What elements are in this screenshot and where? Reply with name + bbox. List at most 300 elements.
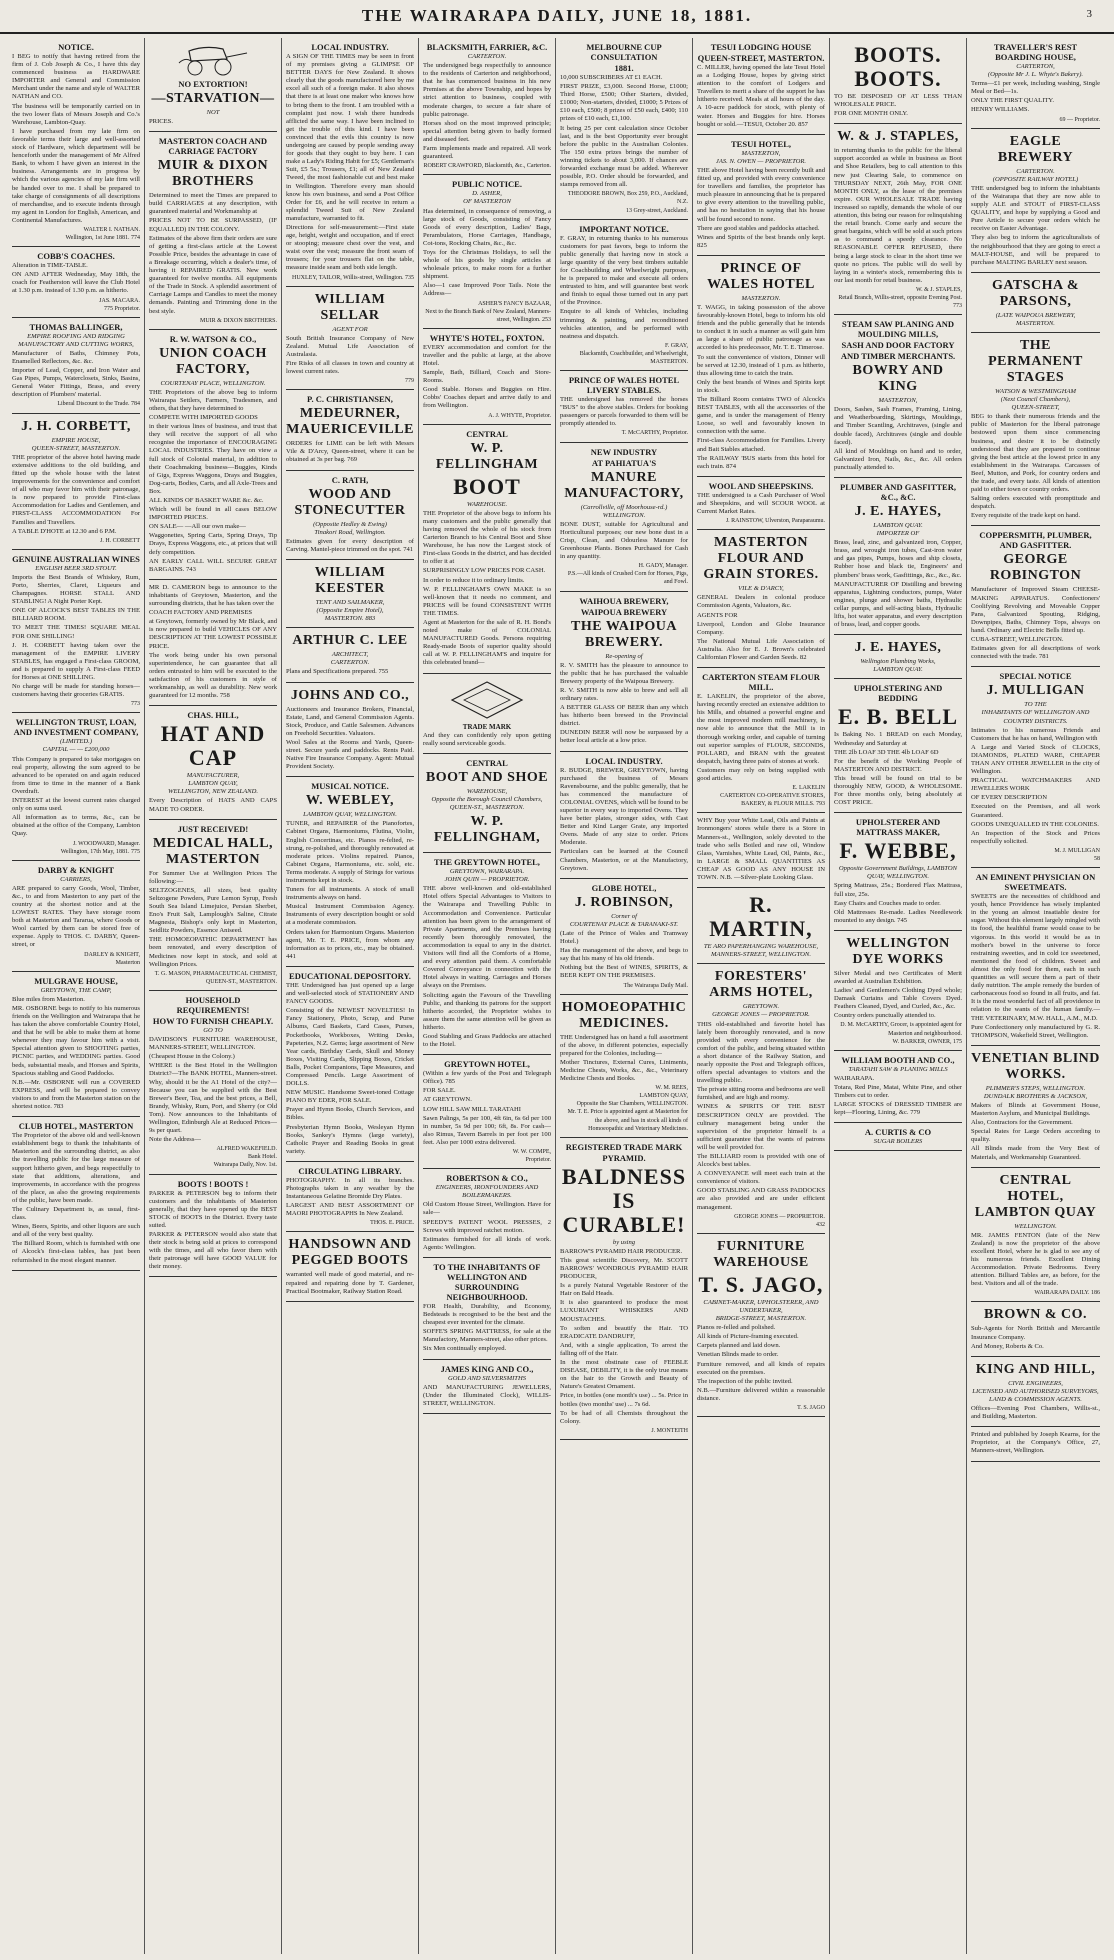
ad-display-heading: J. H. CORBETT, [21,418,131,434]
ad-subheading: (LATE WAIPOUA BREWERY, [995,311,1076,319]
advertisement [12,247,140,318]
advertisement [697,256,825,477]
ad-signature: 775 Proprietor. [104,305,140,312]
ad-body-text: Consisting of the NEWEST NOVELTIES! In Fancy Stationery, Photo, Scrap, and Purse Albums, Card Baskets, Card Cases, Purses, Pocketbooks, Workboxes, Writing Desks, Papeteries, N.Z. Gems; large assortment of New Year cards, Birthday Cards, Skull and Money Boxes, Visiting Cards, Slipping Boxes, Cricket Balls, Pocket Companions, Tape Measures, and Compressed Pencils. Large Assortment of DOLLS. [286,1007,414,1088]
ad-subheading: COURTENAY PLACE & TARANAKI-ST. [569,920,679,928]
ad-subheading: WATSON & WESTMINGHAM [995,387,1076,395]
ad-body-text: THE HOMOEOPATHIC DEPARTMENT has been renovated, and every description of Medicines now kept in stock, and sold at Wellington Prices. [149,936,277,968]
ad-heading: HOUSEHOLD REQUIREMENTS! [176,994,250,1015]
ad-signature: LAMBTON QUAY, [639,1093,688,1100]
ad-signature: The Wairarapa Daily Mail. [623,982,688,989]
advertisement [697,888,825,964]
ad-subheading: TO THE [1024,701,1047,709]
ad-signature: T. S. JAGO [797,1404,825,1411]
ad-body-text: A SIGN OF THE TIMES may be seen in front of my premises giving a GLIMPSE OF BETTER DAYS for New Zealand. It shows clearly that the goods manufactured here by me excel all such of a foreign make. It also shows that there is at least one maker who knows how to bring them to the front. I am troubled with a complaint just now. I wish there hundreds afflicted the same way. I have been inclined to get the trouble of this kind. I have been convinced that the evils this country is now undergoing are caused by people sending away for goods that they ought to buy here. I can make a Lady's Riding Habit for £5; Gentleman's Suit, £5 5s.; Trousers, £1; all of New Zealand Tweed, the most fashionable cut and best make in Wellington. Therefore every man should know his own business, and send a Post Office Order for £6, and he will receive in return a splendid Tweed Suit of New Zealand manufacture, warranted to fit. [286,53,414,222]
advertisement [423,674,551,754]
ad-heading: TRAVELLER'S REST BOARDING HOUSE, [993,42,1078,62]
ad-display-heading: MASTERTON FLOUR AND GRAIN STORES. [703,535,819,583]
ad-body-text: The undersigned begs respectfully to announce to the residents of Carterton and neighborhood, that he has commenced business in his new Premises at the above Township, and hopes by strict attention to business, coupled with moderate charges, to secure a fair share of public patronage. [423,62,551,118]
ad-body-text: The Culinary Department is, as usual, first-class. [12,1205,140,1222]
advertisement [286,287,414,391]
advertisement [286,683,414,778]
advertisement [12,414,140,550]
ad-signature: WALTER I. NATHAN. [83,226,140,233]
ad-large-heading: T. S. JAGO, [698,1271,824,1297]
ad-body-text: WAIRARAPA. [834,1074,875,1082]
ad-heading: AN EMINENT PHYSICIAN ON SWEETMEATS. [975,872,1096,893]
ad-subheading: MASTERTON. 883 [324,615,376,623]
ad-body-text: The private sitting rooms and bedrooms are well furnished, and are high and roomy. [697,1086,825,1102]
ad-body-text: LARGE STOCKS of DRESSED TIMBER are kept—Flooring, Lining, &c. 779 [834,1101,962,1117]
ad-body-text: Is a purely Natural Vegetable Restorer of the Hair on Bald Heads. [560,1282,688,1298]
ad-body-text: All kinds of Picture-framing executed. [697,1333,799,1341]
advertisement [560,879,688,995]
ad-display-heading: FORESTERS' ARMS HOTEL, [709,969,813,1001]
ad-body-text: SELTZOGENES, all sizes, best quality Seltzogene Powders, Pure Lemon Syrup, Fresh South Sea Island Limejuice, Persian Sherbet, Eno's Fruit Salt, Lamplough's Saline, Citrate Magnesia, Bishop's only kept in Masterton, Seidlitz Powders, Essence Aniseed. [149,886,277,935]
ad-body-text: It being 25 per cent calculation since October last, and is the best Opportunity ever brought before the public in the Australian Colonies. The 150 extra prizes brings the number of winning tickets to about 3,000. If chances are forwarded exchange must be added. Wherever possible, P.O. Order should be forwarded, and stamps removed from all. [560,124,688,189]
advertisement [971,1046,1100,1168]
ad-body-text: All kind of Mouldings on hand and to order, Galvanized Iron, Nails, &c., &c. All orders punctually attended to. [834,447,962,471]
ad-signature: J. H. CORBETT [99,537,140,544]
ad-signature: J. RAINSTOW, Ulverston, Paraparaumu. [725,518,825,525]
advertisement [286,38,414,287]
ad-display-heading: WELLINGTON DYE WORKS [846,935,950,967]
ad-heading: WAIHOUA BREWERY, [579,595,669,606]
ad-body-text: at Greytown, formerly owned by Mr Black, and is now prepared to build VEHICLES OF ANY DESCRIPTION AT THE LOWEST POSSIBLE PRICE. [149,618,277,650]
ad-body-text: Tuners for all instruments. A stock of small instruments always on hand. [286,886,414,902]
ad-subheading: LAMBTON QUAY, WELLINGTON. [303,811,397,819]
ad-subheading: MANNERS-STREET, WELLINGTON. [711,951,811,959]
ad-body-text: Salting orders executed with promptitude and despatch. [971,495,1100,511]
ad-heading: THOMAS BALLINGER, [29,321,123,332]
ad-body-text: AGENTS FOR [697,611,738,619]
ad-large-heading: R. MARTIN, [709,892,813,942]
ad-display-heading: —STARVATION— [151,91,275,106]
advertisement [971,273,1100,333]
ad-body-text: SOFFE'S SPRING MATTRESS, for sale at the Manufactory, Manners-street, also other prices. [423,1328,551,1344]
ad-subheading: CARTERTON. [1016,167,1055,175]
ad-body-text: SURPRISINGLY LOW PRICES FOR CASH. [423,567,546,575]
advertisement [286,390,414,470]
ad-subheading: (Opposite Mr J. L. Whyte's Bakery). [987,71,1084,79]
advertisement [971,333,1100,527]
advertisement [149,820,277,991]
ad-body-text: THE above well-known and old-established Hotel offers Special Advantages to Visitors to the Wairarapa and Travelling Public in Accommodation and Convenience. Particular attention has been given to the arrangement of Private Apartments, and the Premises having recently been thoroughly renovated, the accommodation is equal to any in the district. Visitors will find all the Comforts of a Home, and every attention paid them. A comfortable Covered Conveyance in connection with the Hotel always in waiting. Carriages and Horses always on the Premises. [423,885,551,990]
ad-body-text: THE 2lb LOAF 3D THE 4lb LOAF 6D [834,748,939,756]
ad-display-heading: W. P. FELLINGHAM, [433,814,541,846]
ad-body-text: The Billiard Room contains TWO of Alcock's BEST TABLES, with all the accessories of the game, and is under the management of Henry Loose, so well and favourably known in connection with the same. [697,396,825,436]
ad-heading: LOCAL INDUSTRY. [311,42,389,52]
ad-heading: MELBOURNE CUP CONSULTATION [586,42,662,62]
ad-body-text: LOW HILL SAW MILL TARATAHI [423,1105,521,1113]
advertisement [834,1123,962,1151]
ad-body-text: THE Proprietor of the above begs to inform his many customers and the public generally that having removed the whole of his stock from Carterton Branch to his Central Boot and Shoe Warehouse, he has now the Largest stock of First-class Goods in the district, and has decided to offer it at [423,509,551,566]
ad-body-text: (Within a few yards of the Post and Telegraph Office). 785 [423,1070,551,1086]
ad-heading: IMPORTANT NOTICE. [579,223,669,234]
advertisement [834,813,962,931]
ad-body-text: PARKER & PETERSON beg to inform their customers and the inhabitants of Masterton generally, that they have opened up the BEST STOCK of BOOTS in the District. Every taste suited. [149,1189,277,1229]
ad-heading: CENTRAL [466,428,508,439]
advertisement [423,1258,551,1360]
ad-body-text: There are good stables and paddocks attached. [697,224,820,232]
ad-body-text: Estimates given for all descriptions of work connected with the trade. 781 [971,645,1100,661]
ad-signature: GEORGE JONES — PROPRIETOR. [734,1213,825,1220]
ad-subheading: NOT [206,109,220,116]
newspaper-title: THE WAIRARAPA DAILY, JUNE 18, 1881. [361,6,753,25]
ad-large-heading: BALDNESS IS CURABLE! [561,1163,687,1237]
ad-display-heading: J. E. HAYES, [854,504,942,519]
ad-body-text: Prayer and Hymn Books, Church Services, and Bibles. [286,1106,414,1122]
ad-display-heading: HANDSOWN AND PEGGED BOOTS [288,1237,412,1269]
ad-subheading: GREYTOWN, WAIRARAPA. [449,868,525,876]
ad-signature: ROBERT CRAWFORD, Blacksmith, &c., Carterton. [423,163,551,170]
ad-subheading: Re-opening of [605,652,643,660]
ad-body-text: The Proprietor of the above old and well-known establishment begs to thank the inhabitants of Masterton and the surrounding district, as also the travelling public for the large measure of support hitherto given, and begs respectfully to state that additions, alterations, and improvements, in accordance with the progress of the place, as also the growing requirements of the public, have been made. [12,1132,140,1204]
ad-subheading: CAPITAL — — £200,000 [42,746,110,754]
ad-display-heading: PRINCE OF WALES HOTEL [707,260,815,292]
advertisement [286,471,414,560]
ad-subheading: LAMBTON QUAY. [873,666,923,674]
ad-subheading: DUNDALK BROTHERS & JACKSON, [983,1092,1088,1100]
ad-body-text: Only the best brands of Wines and Spirits kept in stock. [697,378,825,394]
ad-signature: THOS. E. PRICE. [370,1220,414,1227]
ad-heading: PYRAMID. [602,1152,646,1163]
ad-heading: NOTICE. [58,42,94,52]
ad-body-text: The BILLIARD room is provided with one of Alcock's best tables. [697,1153,825,1169]
advertisement [971,1357,1100,1427]
advertisement [149,991,277,1175]
ad-signature: F. GRAY, [664,342,688,349]
ad-signature: HUXLEY, TAILOR, Willis-street, Wellington. 735 [291,274,414,281]
ad-body-text: PHOTOGRAPHY. In all its branches. Photographs taken in any weather by the Instantaneous Gelatine Bromide Dry Plates. [286,1176,414,1201]
ad-body-text: Imports the Best Brands of Whiskey, Rum, Porto, Sherries, Claret, Liqueurs and Champagnes. HORSE STALL AND STABLING! A Night Porter Kept. [12,573,140,606]
ad-heading: EDUCATIONAL DEPOSITORY. [289,970,411,981]
ad-subheading: LAND & COMMISSION AGENTS. [989,1395,1082,1403]
advertisement [423,754,551,853]
advertisement [971,1427,1100,1461]
ad-signature: Liberal Discount to the Trade. 784 [57,401,140,408]
ad-body-text: (Late of the Prince of Wales and Tramway Hotel.) [560,929,688,946]
ad-heading: MASTERTON COACH AND CARRIAGE FACTORY [158,136,268,157]
ad-body-text: Country orders punctually attended to. [834,1012,936,1020]
ad-body-text: THE Proprietors of the above beg to inform Wairarapa Settlers, Farmers, Tradesmen, and others, that they have determined to [149,388,277,412]
ad-body-text: C. MILLER, having opened the late Tesui Hotel as a Lodging House, hopes by giving strict attention to the comfort of Lodgers and Travellers to merit a share of the support he has hitherto received. Meals at all hours of the day. A 10-acre paddock for stock, with plenty of water. Horses and Buggies for hire. Horses bought or sold.—TESUI, October 20. 857 [697,64,825,128]
ad-body-text: GOOD STABLING AND GRASS PADDOCKS are also provided and are under efficient management. [697,1187,825,1211]
ad-subheading: GREYTOWN, THE CAMP, [40,986,112,994]
ad-body-text: Makers of Blinds at Government House, Masterton Asylum, and Municipal Buildings. [971,1101,1100,1118]
advertisement [149,706,277,819]
ad-signature: H. GADY, Manager. [638,563,688,570]
ad-subheading: TARATAHI SAW & PLANING MILLS [848,1065,948,1073]
ad-column [145,38,282,1954]
ad-heading: BOOTS ! BOOTS ! [177,1178,249,1189]
advertisement [423,1055,551,1169]
ad-body-text: AND MANUFACTURING JEWELLERS, (Under the Illuminated Clock), WILLIS-STREET, WELLINGTON. [423,1383,551,1407]
ad-body-text: Particulars can be learned at the Council Chambers, Masterton, or at the Manufactory, Greytown. [560,848,688,872]
advertisement [560,592,688,752]
ad-body-text: Ladies' and Gentlemen's Clothing Dyed whole; Damask Curtains and Table Covers Dyed. Feathers Cleaned, Dyed, and Curled, &c., &c. [834,987,962,1011]
ad-body-text: BEG to thank their numerous friends and the public of Masterton for the liberal patronage bestowed upon them since commencing business, and desire it to be distinctly understood that they are prepared to continue giving the best article at the lowest price in any establishment in the Wairarapa. Carcasses of Beef, Mutton, and Pork, for country orders and the trade, and every taste. All kinds of attention paid to either town or country orders. [971,413,1100,494]
ad-signature: W. BARKER, OWNER, 175 [892,1038,962,1045]
ad-signature: Bank Hotel. [248,1154,277,1161]
ad-body-text: Intimates to his numerous Friends and Customers that he has on hand, Wellington with [971,726,1100,742]
advertisement [971,667,1100,868]
ad-body-text: FOR ONE MONTH ONLY. [834,110,908,118]
ad-signature: T. McCARTHY, Proprietor. [621,430,688,437]
ad-body-text: TO BE DISPOSED OF AT LESS THAN WHOLESALE PRICE. [834,93,962,109]
ad-body-text: WHERE is the Best Hotel in the Wellington District?—The BANK HOTEL, Manners-street. Why, should it be the A1 Hotel of the city?—Because you can be supplied with the Best Brewer's Beer, Tea, and the best prices, a Bell, Brandy, Whisky, Rum, Port, and Sherry (or Old Tom). Now announces to the Inhabitants of Wellington, Edinburgh Ale at Reduced Prices—9s per quart. [149,1062,277,1135]
ad-body-text: A Large and Varied Stock of CLOCKS, DIAMONDS, PLATED WARE, CHEAPER THAN ANY OTHER JEWELLER in the city of Wellington. [971,743,1100,776]
advertisement [560,371,688,442]
ad-body-text: The National Mutual Life Association of Australia. Also for E. J. Brown's celebrated Californian Flower and Garden Seeds. 82 [697,637,825,661]
ad-body-text: Every Description of HATS AND CAPS MADE TO ORDER. [149,797,277,813]
ad-display-heading: WOOD AND STONECUTTER [294,486,406,518]
ad-body-text: Sub-Agents for North British and Mercantile Insurance Company. [971,1325,1100,1341]
page-number: 3 [1086,8,1092,20]
ad-signature: W. M. REES, [655,1085,688,1092]
ad-large-heading: HAT AND CAP [160,721,266,771]
ad-heading: NEW INDUSTRY [590,446,658,457]
ad-column [830,38,967,1954]
ad-heading: WHYTE'S HOTEL, FOXTON. [429,332,545,343]
ad-body-text: R. BUDGE, BREWER, GREYTOWN, having purchased the business of Messrs Ravensbourne, and the public generally, that he has commenced the manufacture of COLONIAL OVENS, which will be found to be superior in every way to imported Ovens. They have better plates, stronger sides, with Cast Better and Kind Larger Grate, any imported Ovens. Made of any size to order. Prices Moderate. [560,766,688,847]
ad-display-heading: MEDEURNER, MAUERICEVILLE [286,406,414,438]
ad-heading: TO THE INHABITANTS OF WELLINGTON AND SURROUNDING NEIGHBOURHOOD. [433,1261,541,1302]
ad-display-heading: KING AND HILL, [975,1361,1096,1377]
ad-signature: ALFRED WAKEFIELD. [216,1146,277,1153]
ad-body-text: Furniture removed, and all kinds of repairs executed on the premises. [697,1360,825,1376]
ad-heading: COBB'S COACHES. [37,251,115,262]
ad-signature: 432 [816,1221,825,1228]
advertisement [560,38,688,220]
ad-subheading: (LIMITED.) [59,738,93,746]
ad-body-text: The RAILWAY 'BUS starts from this hotel for each train. 874 [697,454,825,470]
ad-body-text: Nothing but the Best of WINES, SPIRITS, & BEER KEPT ON THE PREMISES. [560,964,688,980]
ad-heading: MUSICAL NOTICE. [311,781,389,792]
ad-body-text: N.B.—Furniture delivered within a reasonable distance. [697,1386,825,1402]
ad-display-heading: VENETIAN BLIND WORKS. [971,1050,1100,1082]
advertisement [971,868,1100,1046]
advertisement [423,425,551,674]
advertisement [971,38,1100,129]
ad-body-text: Wines and Spirits of the best brands only kept. 825 [697,233,825,249]
ad-body-text: FOR SALE. [423,1087,456,1095]
ad-heading: UPHOLSTERER AND MATTRASS MAKER, [855,817,941,838]
advertisement [834,679,962,813]
ad-signature: T. G. MASON, PHARMACEUTICAL CHEMIST, QUEEN-ST., MASTERTON. [154,970,277,985]
ad-body-text: It is also guaranteed to produce the most LUXURIANT WHISKERS AND MOUSTACHES. [560,1299,688,1323]
ad-body-text: A BETTER GLASS OF BEER than any which has hitherto been brewed in the Provincial district. [560,704,688,728]
advertisement [12,861,140,972]
ad-display-heading: MANURE MANUFACTORY, [564,469,684,501]
ad-signature: W. W. COMPE, [512,1149,551,1155]
ad-heading: WELLINGTON TRUST, LOAN, AND INVESTMENT COMPANY, [13,717,139,738]
ad-body-text: Doors, Sashes, Sash Frames, Framing, Lining, and Weatherboarding, Skirtings, Mouldings, and Timber Scantling, Architraves, (single and double faced), Architraves (single and double faced). [834,406,962,446]
ad-subheading: (Carrollville, off Moorhouse-rd.) [580,503,668,511]
ad-signature: Next to the Branch Bank of New Zealand, Manners-street, Wellington. 253 [425,308,551,323]
ad-body-text: Determined to meet the Times are prepared to build CARRIAGES at any description, with guaranteed material and Workmanship at [149,192,277,216]
ad-subheading: by using [612,1238,636,1246]
ad-body-text: Directions for self-measurement:—First state age, height, weight and occupation, and if erect or stooping; measure chest over the vest, and waist over the vest; measure the front seam of trousers; for your trousers flat on the table, measure inside seam and both side length. [286,223,414,272]
ad-subheading: Corner of [611,912,637,920]
ad-body-text: Has the management of the above, and begs to say that his many of his old friends. [560,947,688,963]
ad-subheading: CARRIERS, [60,875,92,883]
ad-body-text: Has determined, in consequence of removing, a large stock of Goods, consisting of Fancy Goods of every description, Ladies' Bags, Perambulators, Horse Carriages, Handbags, Cot-tons, Rocking Chairs, &c., &c. [423,207,551,247]
advertisement [12,38,140,247]
advertisement [12,318,140,414]
advertisement [560,220,688,372]
ad-body-text: (Cheapest House in the Colony.) [149,1053,235,1061]
ad-body-text: Manufacturer of Baths, Chimney Pots, Enamelled Reflectors, &c. &c. [12,349,140,365]
ad-body-text: ALL KINDS OF BASKET WARE &c. &c. [149,497,264,504]
ad-subheading: (Opposite Empire Hotel), [316,607,384,615]
ad-display-heading: WILLIAM KEESTER [314,564,386,596]
ad-body-text: Mother Tinctures, External Cures, Liniments, Medicine Chests, Works, &c., &c., Veterinary Medicine Chests and Books. [560,1058,688,1083]
ad-body-text: Venetian Blinds made to order. [697,1351,779,1359]
ad-body-text: THIS old-established and favorite hotel has lately been thoroughly renovated, and is now provided with every convenience for the comfort of the public, and being situated within a short distance of the Railway Station, and nearly opposite the Post and Telegraph offices, offers special advantages to visitors and the travelling public. [697,1020,825,1085]
ad-body-text: 10,000 SUBSCRIBERS AT £1 EACH. [560,74,663,81]
ad-column [556,38,693,1954]
ad-body-text: MR. JAMES FENTON (late of the New Zealand) is now the proprietor of the above excellent Hotel, where he is glad to see any of his numerous friends. Excellent Dining Accommodation. Private Bedrooms. Every attention. Billiard Tables are, as before, for the best. Visitors and all of the trade. [971,1231,1100,1288]
ad-signature: Blacksmith, Coachbuilder, and Wheelwright, MASTERTON. [579,350,688,365]
ad-body-text: Every requisite of the trade kept on hand. [971,512,1081,520]
ad-body-text: First-class Accommodation for Families. Livery and Bait Stables attached. [697,437,825,453]
advertisement [286,560,414,628]
ad-heading: AT PAHIATUA'S [591,457,657,468]
ad-signature: DARLEY & KNIGHT, [84,951,140,958]
ad-subheading: Opposite Government Buildings, LAMBTON QUAY, WELLINGTON. [838,865,958,881]
ad-subheading: QUEEN-STREET, [1011,404,1060,412]
ad-body-text: Brass, lead, zinc, and galvanized iron, Copper, brass, and wrought iron tubes, Cast-iron water and gas pipes, Pumps, hoses and ship closets, Rubber hose and black tie, Engineers' and plumbers' brass work, Gasfittings, &c., &c., &c. [834,539,962,579]
ad-body-text: PRACTICAL WATCHMAKERS AND JEWELLERS WORK [971,777,1100,793]
ad-heading: PLUMBER AND GASFITTER, &C., &C. [840,482,956,502]
ad-subheading: CABINET-MAKER, UPHOLSTERER, AND UNDERTAKER, [703,1298,819,1314]
ad-heading: JUST RECEIVED! [177,823,249,834]
ad-display-heading: BOOT AND SHOE [425,769,549,785]
ad-body-text: All Blinds made from the Very Best of Materials, and Workmanship Guaranteed. [971,1145,1100,1161]
ad-subheading: WELLINGTON. [1014,1222,1057,1230]
advertisement [834,1051,962,1124]
ad-signature: MUIR & DIXON BROTHERS. [199,317,277,324]
ad-body-text: WINES & SPIRITS OF THE BEST DESCRIPTION ONLY are provided. The culinary management being under the supervision of the proprietor himself is a sufficient guarantee that the wants of patrons will be well provided for. [697,1103,825,1151]
ad-heading: PRINCE OF WALES HOTEL LIVERY STABLES. [568,375,680,396]
ad-signature: 69 — Proprietor. [1059,116,1100,123]
ad-signature: CARTERTON CO-OPERATIVE STORES, BAKERY, & FLOUR MILLS. 793 [720,793,825,808]
ad-heading: PUBLIC NOTICE. [452,179,522,190]
ad-display-heading: EAGLE BREWERY [997,133,1074,165]
ad-heading: WOOL AND SHEEPSKINS. [708,480,814,491]
ad-body-text: Wines, Beers, Spirits, and other liquors are such and all of the very best quality. [12,1223,140,1239]
ad-body-text: R. V. SMITH is now able to brew and sell all ordinary rates. [560,686,688,702]
ad-display-heading: GEORGE ROBINGTON [989,552,1082,584]
ad-signature: Wairarapa Daily, Nov. 1st. [213,1162,277,1169]
ad-signature: 13 Grey-street, Auckland. [626,207,688,214]
ad-body-text: GOODS UNEQUALLED IN THE COLONIES. [971,820,1099,828]
ad-subheading: ENGINEERS, IRONFOUNDERS AND BOILERMAKERS. [435,1184,539,1200]
ad-heading: CLUB HOTEL, MASTERTON [18,1121,134,1132]
ad-subheading: LAMBTON QUAY. [873,522,923,529]
ad-heading: P. C. CHRISTIANSEN, [307,394,393,405]
ad-body-text: This Company is prepared to take mortgages on real property, allowing the sum agreed to be advanced to be operated on and again reduced from time to time in the manner of a Bank Overdraft. [12,755,140,795]
ad-signature: D. M. McCARTHY, Grocer, is appointed agent for Masterton and neighbourhood. [840,1022,962,1037]
ad-subheading: ARCHITECT, [331,651,369,659]
ad-subheading: INHABITANTS OF WELLINGTON AND COUNTRY DISTRICTS. [981,709,1090,725]
ad-display-heading: GATSCHA & PARSONS, [991,277,1080,309]
ad-body-text: PARKER & PETERSON would also state that their stock is being sold at prices to correspond with the times, and all who favor them with their patronage will have GOOD VALUE for their money. [149,1231,277,1271]
ad-heading: GLOBE HOTEL, [591,882,657,893]
advertisement [971,526,1100,667]
ad-signature: 779 [405,378,414,385]
ad-subheading: WELLINGTON. [602,511,646,519]
ad-body-text: ORDERS for LIME can be left with Messrs Vile & D'Arcy, Queen-street, where it can be obtained at 3s per bag. 769 [286,440,414,464]
ad-subheading: WAREHOUSE, [466,787,508,795]
ad-subheading: QUEEN-ST., MASTERTON. [449,804,525,811]
ad-body-text: The inspection of the public invited. [697,1377,793,1385]
ad-subheading: Opposite the Borough Council Chambers, [431,795,543,803]
ad-subheading: MASTERTON, [878,397,918,405]
ad-body-text: Orders taken for Harmonium Organs. Masterton agent, Mr. T. E. PRICE, from whom any information as to prices, etc., may be obtained. 441 [286,928,414,960]
advertisement [560,1138,688,1440]
ad-signature: M. J. MULLIGAN [1054,847,1100,854]
ad-body-text: THE Undersigned has on hand a full assortment of the above, in different potencies, especially prepared for the Colonies, including— [560,1033,688,1057]
ad-body-text: Sawn Palings, 5s per 100, 4ft 6in, 6s 6d per 100 in number, 5s 9d per 100; 6ft, 8s. For cash—also Rimus, Tavern Barrels in per foot per 100 feet. Also per 1000 extra delivered. [423,1114,551,1146]
ad-body-text: N.B.—Mr. OSBORNE will run a COVERED EXPRESS, and will be prepared to convey visitors to and from the Masterton station on the shortest notice. 783 [12,1078,140,1111]
ad-body-text: Silver Medal and two Certificates of Merit awarded at Australian Exhibition. [834,969,962,985]
ad-body-text: THE Undersigned has just opened up a large and well-selected stock of STATIONERY AND FANCY GOODS. [286,981,414,1006]
ad-body-text: THE proprietor of the above hotel having made extensive additions to the old building, and fitted up the whole house with the latest improvements for the convenience and comfort of all who may favor him with their patronage, is now prepared to provide First-class Accommodation for Ladies and Gentlemen, and FIRST-CLASS ACCOMMODATION For Families and Travellers. [12,453,140,526]
ad-heading: REGISTERED TRADE MARK [565,1141,683,1152]
advertisement [697,1234,825,1417]
ad-heading: CENTRAL [466,757,508,768]
ad-display-heading: THE PERMANENT STAGES [988,337,1083,385]
advertisement [149,1175,277,1278]
ad-body-text: INTEREST at the lowest current rates charged only on sums used. [12,797,140,813]
ad-body-text: Importer of Lead, Copper, and Iron Water and Gas Pipes, Pumps, Waterclosets, Sinks, Basins, General Water Fittings, Brass, and every description of Plumbers' material. [12,367,140,399]
ad-heading: LOCAL INDUSTRY. [585,755,663,766]
ad-heading: BLACKSMITH, FARRIER, &C. [426,42,548,52]
ad-body-text: Auctioneers and Insurance Brokers, Financial, Estate, Land, and General Commission Agents. Stock, Produce, and Cattle Salesmen. Advances on Freehold Securities. Valuators. [286,705,414,737]
ad-heading: STEAM SAW PLANING AND MOULDING MILLS, [841,319,954,340]
ad-subheading: CARTERTON, [1016,63,1055,70]
advertisement [834,124,962,315]
ad-body-text: SPEEDY'S PATENT WOOL PRESSES, 2 Screws with improved ratchet motion. [423,1218,551,1234]
advertisement-columns [8,38,1106,1954]
advertisement [423,175,551,329]
ad-body-text: The business will be temporarily carried on in the two lower flats of Messrs Joseph and Co.'s Warehouse, Lambton-Quay. [12,102,140,126]
ad-display-heading: MUIR & DIXON BROTHERS [157,158,269,190]
ad-heading: DARBY & KNIGHT [37,864,115,875]
ad-body-text: For the benefit of the Working People of MASTERTON AND DISTRICT. [834,757,962,773]
ad-body-text: T. WAGG, in taking possession of the above favourably-known Hotel, begs to inform his old friends and the public generally that he intends to conduct it in such a manner as will gain him as large a share of public patronage as was accorded to his predecessor, Mr. T. E. Timerose. [697,303,825,352]
ad-display-heading: MEDICAL HALL, MASTERTON [152,835,274,867]
ad-display-heading: W. WEBLEY, [305,793,395,809]
ad-display-heading: BOWRY AND KING [852,363,944,395]
ad-body-text: in their various lines of business, and trust that they will receive the support of all who recognise the importance of ENCOURAGING LOCAL INDUSTRIES. They have on view a full stock of Colonial material, in addition to their Coachmaking business—Buggies, Kinds of Gigs, Express Waggons, Drays and Buggies, Dog-carts, Bodies, Carts, and all Axle-Trees and Box. [149,423,277,495]
ad-signature: Mr. T. E. Price is appointed agent at Masterton for the above, and has in stock all kinds of Homoeopathic and Veterinary Medicines. [567,1109,688,1132]
ad-subheading: IMPORTER OF [876,530,920,538]
advertisement [423,1360,551,1414]
ad-signature: Opposite the Star Chambers, WELLINGTON. [576,1101,688,1108]
ad-body-text: SWEETS are the necessities of childhood and youth, hence Providence has wisely implanted in the young an almost insatiable desire for sugar. Without this element largely mingled with its food, the healthful frame would cease to be vigorous. In this world it would be as in mother's bowel in the universe to force restraining sweeties, and in cold ice sweetened, mentioned the food of children. Sweet and almost the only food for them, each in such quantities as will secure them a part of their daily nutrition. The ample remedy the burden of carbonaceous food so found in all fruits, and fat. It is the most wonderful fact of all providence in relation to the wants of the human family.—THE VETERINARY, M.W. HALL, A.M., M.D. [971,893,1100,1022]
ad-body-text: warranted well made of good material, and re-repaired and repairing done by T. Gardener, Practical Bootmaker, Railway Station Road. [286,1271,414,1295]
ad-signature: THEODORE BROWN, Box 259, P.O., Auckland, N.Z. [567,191,688,206]
ad-body-text: And Money, Roberts & Co. [971,1342,1044,1350]
ad-body-text: THE undersigned beg to inform the inhabitants of the Wairarapa that they are now able to supply ALE and STOUT of FIRST-CLASS QUALITY, and hope by supplying a Good and Pure Article to secure your orders which he receive on Easter Advantage. [971,184,1100,233]
ad-body-text: W. P. FELLINGHAM'S OWN MAKE is so well-known that it needs no comment, and PRICES will be found CONSISTENT WITH THE TIMES. [423,585,551,617]
ad-display-heading: J. E. HAYES, [854,640,942,656]
advertisement [12,972,140,1117]
ad-heading: 1881. [614,63,634,73]
